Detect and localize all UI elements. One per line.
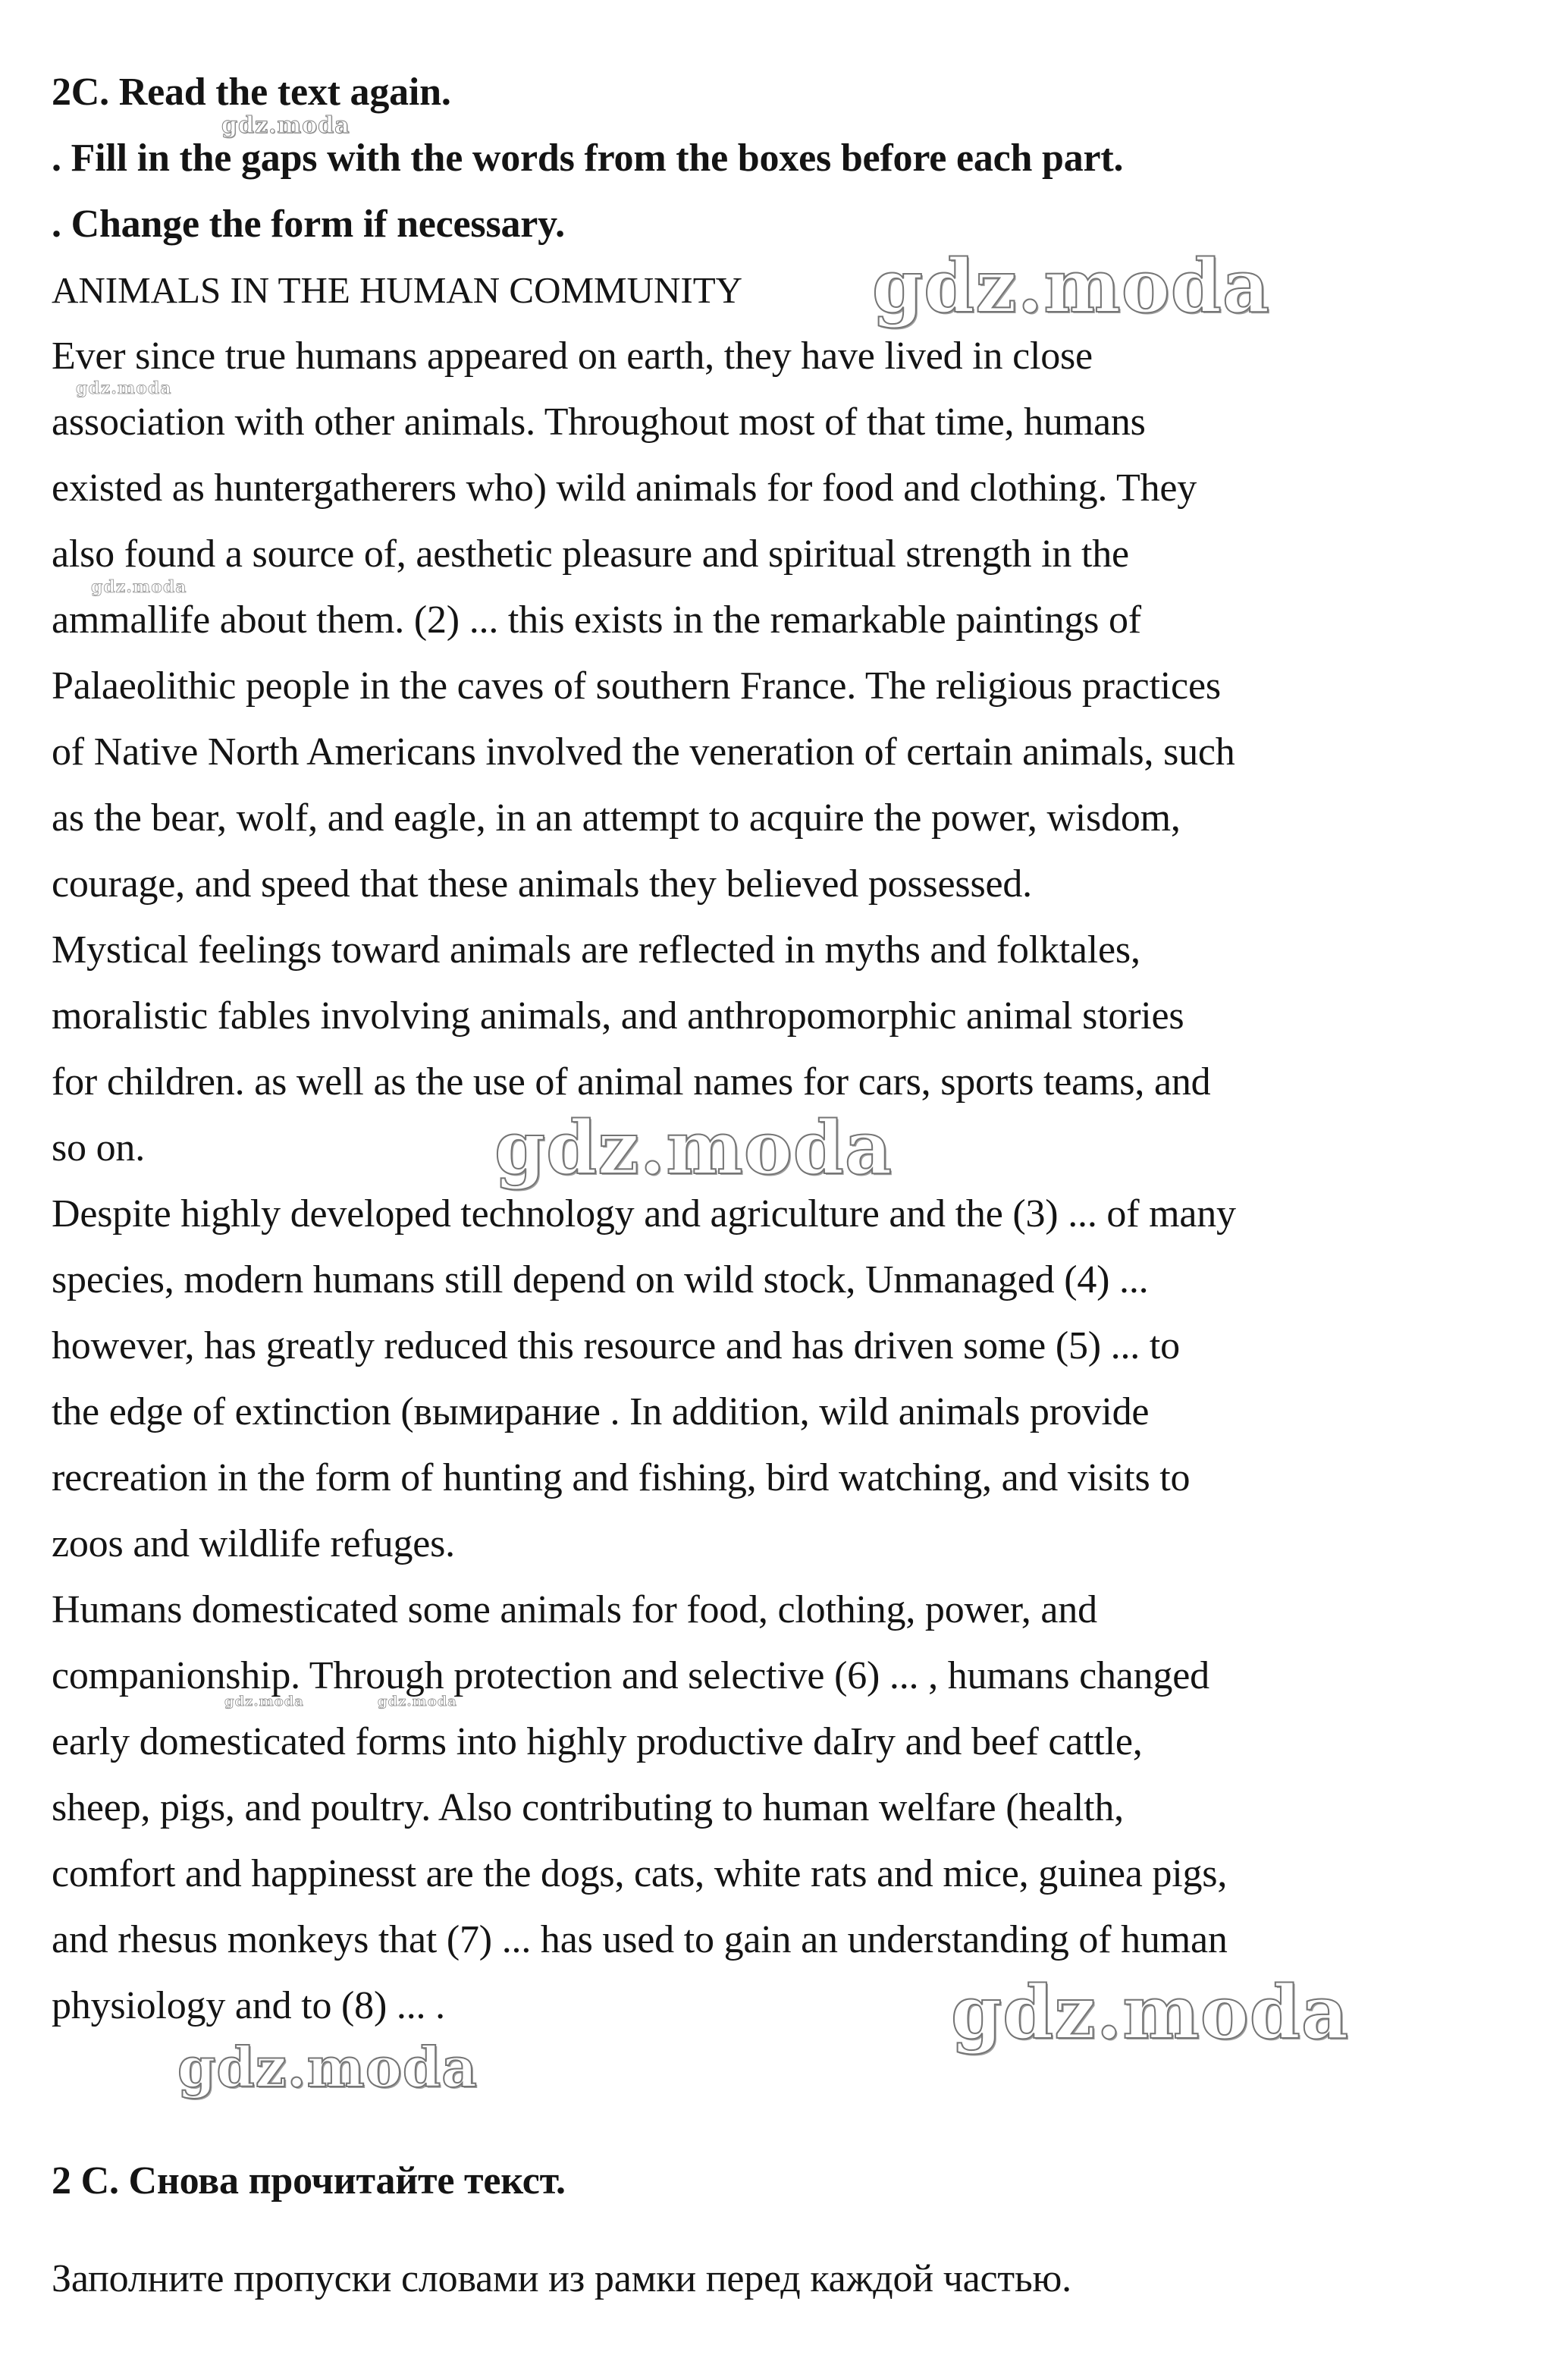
article-line: so on. [52, 1126, 146, 1170]
article-line: physiology and to (8) ... . [52, 1984, 445, 2027]
article-line: Ever since true humans appeared on earth, they have lived in close [52, 334, 1093, 378]
article-line: companionship. Through protection and selective (6) ... , humans changed [52, 1654, 1209, 1697]
article-line: sheep, pigs, and poultry. Also contributing to human welfare (health, [52, 1786, 1124, 1829]
article-line: for children. as well as the use of animal names for cars, sports teams, and [52, 1060, 1211, 1104]
watermark-logo: gdz.moda [872, 243, 1271, 329]
translation-heading: 2 С. Снова прочитайте текст. [52, 2159, 566, 2203]
article-line: of Native North Americans involved the veneration of certain animals, such [52, 730, 1235, 774]
article-line: also found a source of, aesthetic pleasure and spiritual strength in the [52, 532, 1129, 576]
article-line: the edge of extinction (вымирание . In addition, wild animals provide [52, 1390, 1150, 1433]
article-line: Humans domesticated some animals for food, clothing, power, and [52, 1588, 1097, 1631]
article-line: zoos and wildlife refuges. [52, 1522, 455, 1565]
watermark-logo: gdz.moda [224, 1694, 304, 1710]
translation-instruction: Заполните пропуски словами из рамки перед каждой частью. [52, 2257, 1071, 2300]
task-instruction-fill-gaps: . Fill in the gaps with the words from the boxes before each part. [52, 137, 1124, 180]
article-title: ANIMALS IN THE HUMAN COMMUNITY [52, 269, 743, 311]
article-line: ammallife about them. (2) ... this exists in the remarkable paintings of [52, 598, 1141, 642]
task-heading: 2C. Read the text again. [52, 71, 451, 114]
watermark-logo: gdz.moda [951, 1970, 1350, 2055]
article-line: as the bear, wolf, and eagle, in an attempt to acquire the power, wisdom, [52, 796, 1181, 840]
article-line: Mystical feelings toward animals are reflected in myths and folktales, [52, 928, 1140, 972]
article-line: however, has greatly reduced this resource and has driven some (5) ... to [52, 1324, 1180, 1367]
article-line: and rhesus monkeys that (7) ... has used to gain an understanding of human [52, 1918, 1228, 1961]
watermark-logo: gdz.moda [494, 1105, 893, 1191]
article-line: Palaeolithic people in the caves of southern France. The religious practices [52, 664, 1221, 708]
watermark-logo: gdz.moda [76, 378, 172, 398]
article-line: early domesticated forms into highly productive daIry and beef cattle, [52, 1720, 1143, 1763]
article-line: species, modern humans still depend on wild stock, Unmanaged (4) ... [52, 1258, 1149, 1301]
article-line: Despite highly developed technology and agriculture and the (3) ... of many [52, 1192, 1236, 1236]
task-instruction-change-form: . Change the form if necessary. [52, 203, 565, 246]
watermark-logo: gdz.moda [91, 577, 187, 597]
article-line: recreation in the form of hunting and fishing, bird watching, and visits to [52, 1456, 1191, 1499]
watermark-logo: gdz.moda [378, 1694, 457, 1710]
watermark-logo: gdz.moda [177, 2035, 478, 2099]
article-line: existed as huntergatherers who) wild animals for food and clothing. They [52, 466, 1197, 510]
article-line: association with other animals. Throughout most of that time, humans [52, 400, 1146, 444]
article-line: moralistic fables involving animals, and anthropomorphic animal stories [52, 994, 1184, 1038]
article-line: comfort and happinesst are the dogs, cats, white rats and mice, guinea pigs, [52, 1852, 1228, 1895]
watermark-logo: gdz.moda [221, 112, 350, 139]
article-line: courage, and speed that these animals they believed possessed. [52, 862, 1032, 906]
